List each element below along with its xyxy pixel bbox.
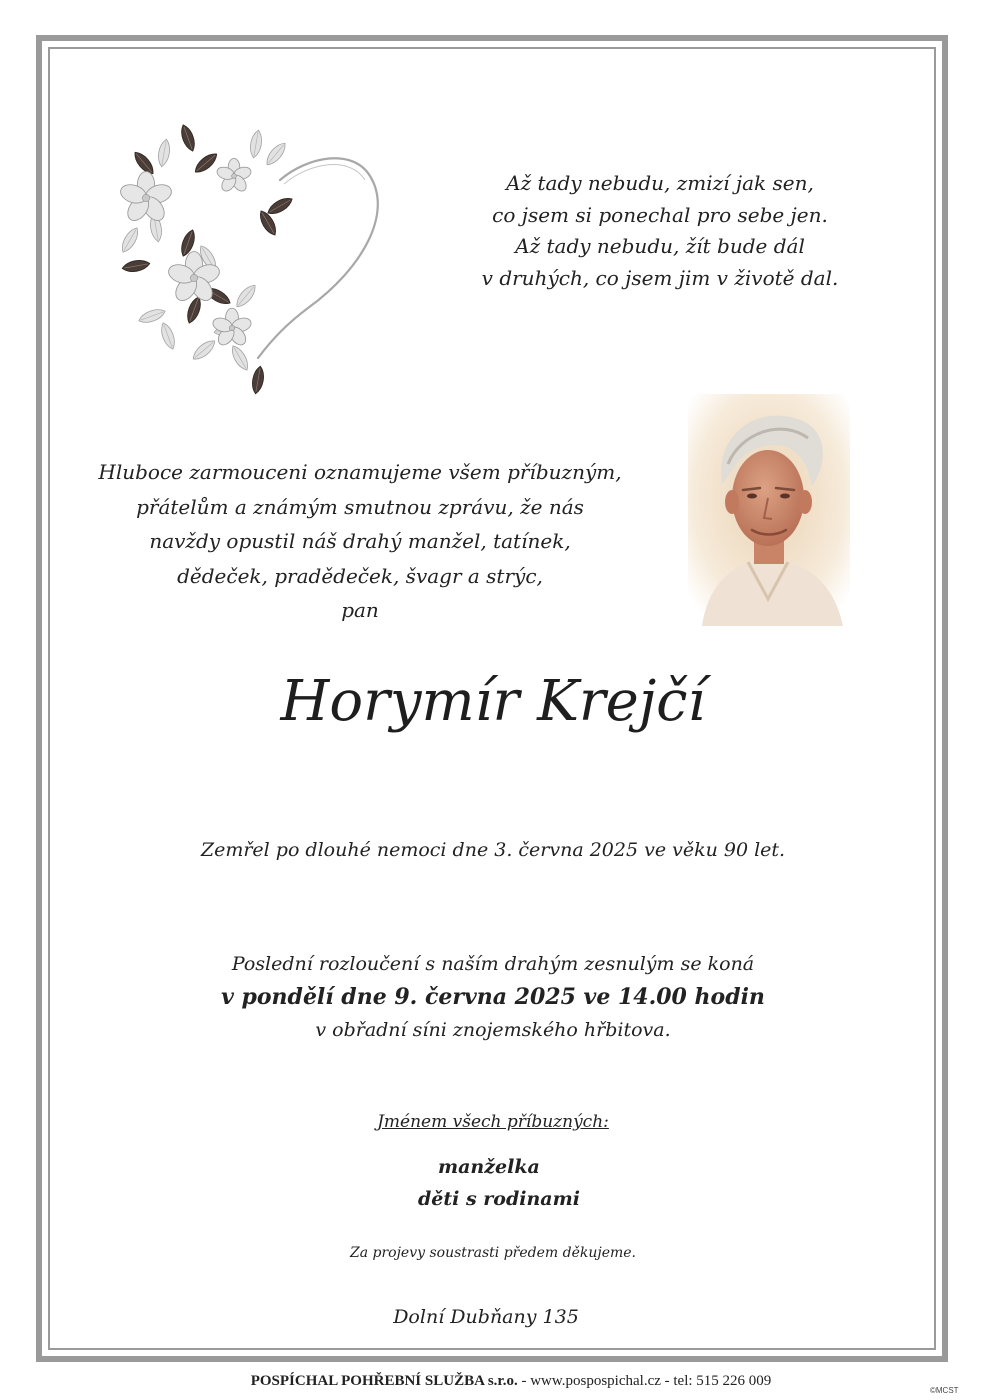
- funeral-venue: v obřadní síni znojemského hřbitova.: [315, 1019, 671, 1041]
- flower-center: [232, 174, 237, 179]
- family-heading-text: Jménem všech příbuzných:: [377, 1112, 609, 1132]
- heart-outline: [258, 158, 378, 358]
- copyright-mark: ©MCST: [930, 1386, 959, 1395]
- poem-line: v druhých, co jsem jim v životě dal.: [481, 265, 839, 290]
- funeral-intro: Poslední rozloučení s naším drahým zesnulým se koná: [231, 953, 755, 975]
- family-member: manželka: [438, 1156, 540, 1178]
- funeral-date-time: v pondělí dne 9. června 2025 ve 14.00 hodin: [221, 984, 765, 1010]
- flower-center: [229, 325, 234, 330]
- family-heading: [0, 1108, 986, 1136]
- poem-line: Až tady nebudu, zmizí jak sen,: [506, 171, 814, 195]
- announcement-line: pan: [341, 598, 379, 622]
- deceased-name: Horymír Krejčí: [280, 669, 706, 734]
- announcement-line: Hluboce zarmouceni oznamujeme všem příbuzným,: [98, 460, 622, 484]
- flower: [118, 172, 174, 225]
- flower-center: [142, 194, 149, 201]
- flower: [211, 308, 253, 348]
- poem-line: Až tady nebudu, žít bude dál: [515, 234, 805, 258]
- footer-company: POSPÍCHAL POHŘEBNÍ SLUŽBA s.r.o.: [250, 1373, 518, 1389]
- announcement-line: přátelům a známým smutnou zprávu, že nás: [136, 494, 584, 519]
- footer: [0, 1370, 986, 1392]
- thanks-note: Za projevy soustrasti předem děkujeme.: [349, 1245, 636, 1261]
- flower-center: [190, 274, 197, 281]
- funeral-details: [0, 948, 986, 1046]
- portrait-photo: [688, 394, 850, 626]
- death-notice: Zemřel po dlouhé nemoci dne 3. června 2025 ve věku 90 let.: [200, 839, 786, 861]
- flower: [215, 158, 252, 193]
- poem-line: co jsem si ponechal pro sebe jen.: [492, 202, 828, 227]
- announcement-text: [90, 455, 630, 628]
- announcement-line: dědeček, pradědeček, švagr a strýc,: [177, 563, 543, 588]
- poem: [470, 168, 850, 294]
- family-member: děti s rodinami: [418, 1188, 580, 1210]
- footer-contact: - www.pospospichal.cz - tel: 515 226 009: [517, 1373, 772, 1389]
- address: Dolní Dubňany 135: [393, 1306, 579, 1328]
- announcement-line: navždy opustil náš drahý manžel, tatínek,: [149, 529, 571, 553]
- floral-heart-decoration: [108, 118, 398, 413]
